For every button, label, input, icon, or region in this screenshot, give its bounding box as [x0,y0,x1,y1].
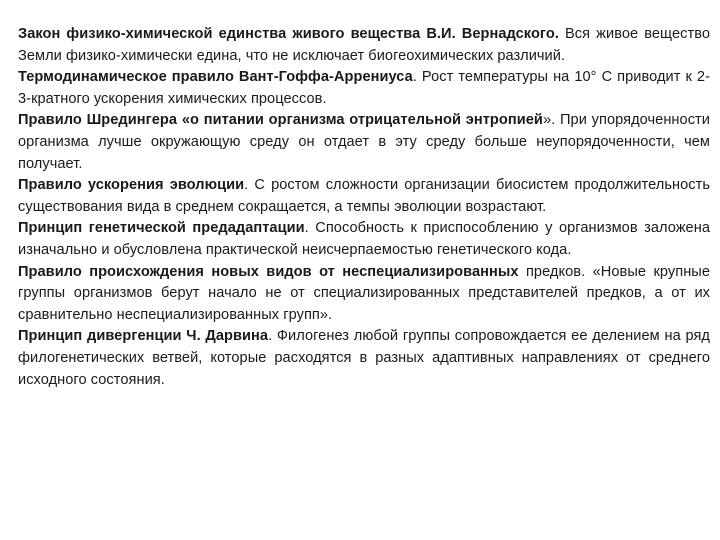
term-genetic-preadaptation: Принцип генетической предадаптации [18,220,305,237]
term-vernadsky-law: Закон физико-химической единства живого вещества В.И. Вернадского. [18,26,559,42]
paragraph-new-species-origin [18,262,710,327]
text-genetic-preadaptation: . Способность к приспособлению у организмов заложена изначально и обусловлена практической неисчерпаемостью генетического кода. [18,220,710,258]
text-vant-hoff-rule: . Рост температуры на 10° С приводит к 2-3-кратного ускорения химических процессов. [18,69,710,107]
paragraph-genetic-preadaptation [18,218,710,261]
text-vernadsky-law: Вся живое вещество Земли физико-химически едина, что не исключает биогеохимических различий. [18,26,710,64]
document-body [18,24,710,391]
term-new-species-origin: Правило происхождения новых видов от неспециализированных [18,263,519,280]
term-evolution-acceleration-rule: Правило ускорения эволюции [18,177,245,194]
text-evolution-acceleration-rule: . С ростом сложности организации биосистем продолжительность существования вида в среднем сокращается, а темпы эволюции возрастают. [18,177,710,215]
term-vant-hoff-rule: Термодинамическое правило Вант-Гоффа-Аррениуса [18,69,413,86]
term-darwin-divergence: Принцип дивергенции Ч. Дарвина [18,328,269,345]
paragraph-schrodinger-rule [18,110,710,175]
text-schrodinger-rule: ». При упорядоченности организма лучше окружающую среду он отдает в эту среду больше неупорядоченности, чем получает. [18,112,710,172]
paragraph-vernadsky-law [18,24,710,67]
text-new-species-origin: предков. «Новые крупные группы организмов берут начало не от специализированных представителей предков, а от их сравнительно неспециализированных групп». [18,263,711,323]
term-schrodinger-rule: Правило Шредингера «о питании организма отрицательной энтропией [18,112,543,129]
paragraph-darwin-divergence [18,326,710,391]
paragraph-vant-hoff-rule [18,67,710,110]
paragraph-evolution-acceleration-rule [18,175,710,218]
text-darwin-divergence: . Филогенез любой группы сопровождается ее делением на ряд филогенетических ветвей, которые расходятся в разных адаптивных направлениях от среднего исходного состояния. [18,328,710,388]
